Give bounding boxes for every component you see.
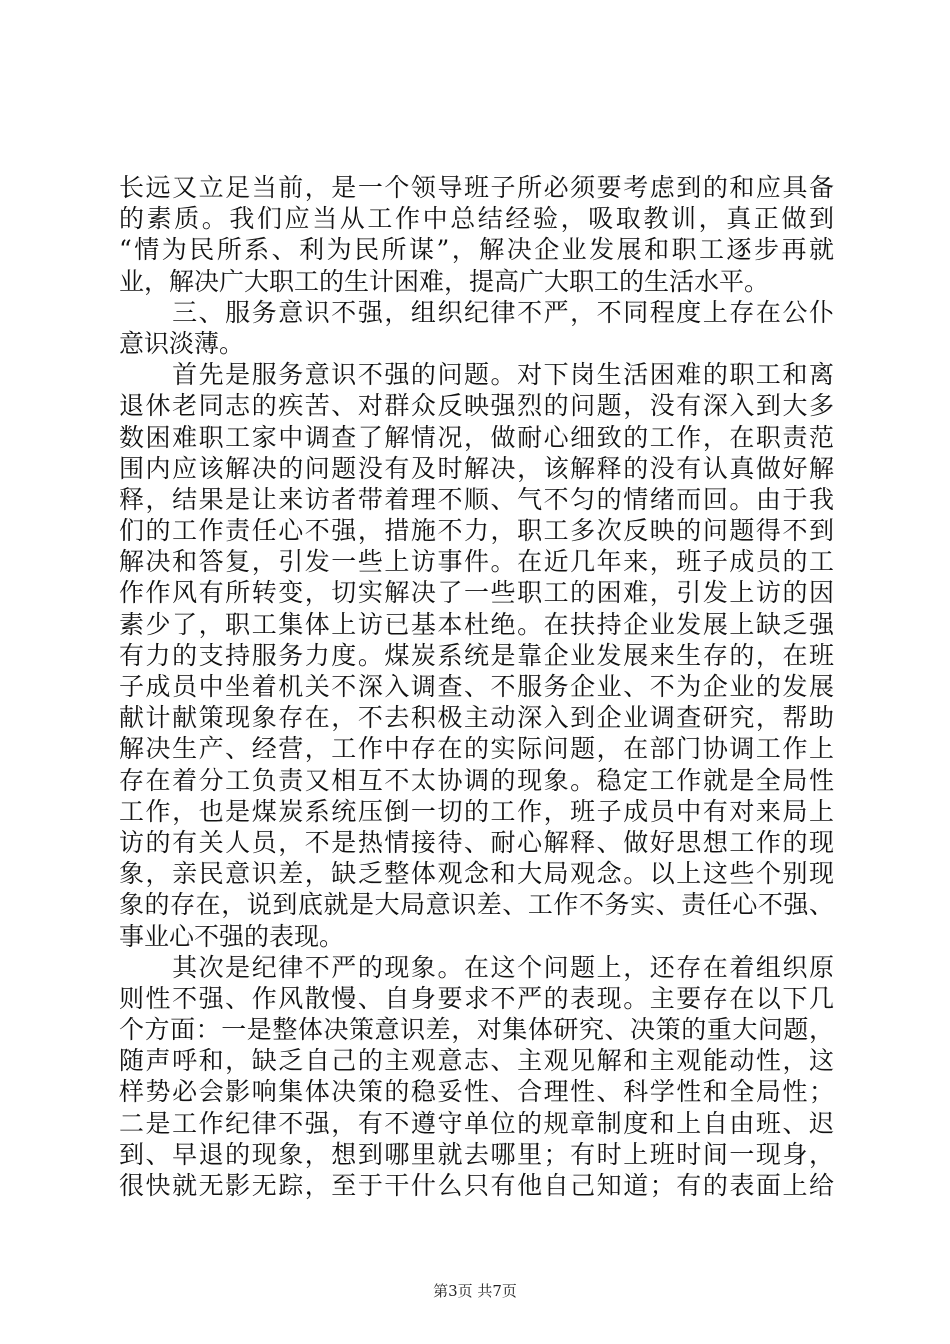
text-line: 解决和答复，引发一些上访事件。在近几年来，班子成员的工 xyxy=(119,547,834,577)
text-line: 献计献策现象存在，不去积极主动深入到企业调查研究，帮助 xyxy=(119,703,834,733)
text-line: 业，解决广大职工的生计困难，提高广大职工的生活水平。 xyxy=(119,266,770,296)
text-line: 围内应该解决的问题没有及时解决，该解释的没有认真做好解 xyxy=(119,453,834,483)
text-line: 其次是纪律不严的现象。在这个问题上，还存在着组织原 xyxy=(119,952,834,982)
body-text xyxy=(119,172,834,1201)
text-line: “情为民所系、利为民所谋”，解决企业发展和职工逐步再就 xyxy=(119,235,834,265)
text-line: 意识淡薄。 xyxy=(119,328,245,358)
text-line: 解决生产、经营，工作中存在的实际问题，在部门协调工作上 xyxy=(119,734,834,764)
text-line: 个方面：一是整体决策意识差，对集体研究、决策的重大问题， xyxy=(119,1015,834,1045)
text-line: 们的工作责任心不强，措施不力，职工多次反映的问题得不到 xyxy=(119,516,834,546)
text-line: 首先是服务意识不强的问题。对下岗生活困难的职工和离 xyxy=(119,360,834,390)
text-line: 的素质。我们应当从工作中总结经验，吸取教训，真正做到 xyxy=(119,204,834,234)
text-line: 象，亲民意识差，缺乏整体观念和大局观念。以上这些个别现 xyxy=(119,859,834,889)
text-line: 到、早退的现象，想到哪里就去哪里；有时上班时间一现身， xyxy=(119,1139,834,1169)
text-line: 释，结果是让来访者带着理不顺、气不匀的情绪而回。由于我 xyxy=(119,484,834,514)
text-line: 退休老同志的疾苦、对群众反映强烈的问题，没有深入到大多 xyxy=(119,391,834,421)
text-line: 三、服务意识不强，组织纪律不严，不同程度上存在公仆 xyxy=(119,297,834,327)
text-line: 访的有关人员，不是热情接待、耐心解释、做好思想工作的现 xyxy=(119,827,834,857)
text-line: 象的存在，说到底就是大局意识差、工作不务实、责任心不强、 xyxy=(119,890,834,920)
text-line: 数困难职工家中调查了解情况，做耐心细致的工作，在职责范 xyxy=(119,422,834,452)
text-line: 工作，也是煤炭系统压倒一切的工作，班子成员中有对来局上 xyxy=(119,796,834,826)
text-line: 长远又立足当前，是一个领导班子所必须要考虑到的和应具备 xyxy=(119,173,834,202)
text-line: 作作风有所转变，切实解决了一些职工的困难，引发上访的因 xyxy=(119,578,834,608)
text-line: 事业心不强的表现。 xyxy=(119,921,345,951)
text-line: 随声呼和，缺乏自己的主观意志、主观见解和主观能动性，这 xyxy=(119,1046,834,1076)
text-line: 存在着分工负责又相互不太协调的现象。稳定工作就是全局性 xyxy=(119,765,834,795)
text-line: 则性不强、作风散慢、自身要求不严的表现。主要存在以下几 xyxy=(119,983,834,1013)
text-line: 素少了，职工集体上访已基本杜绝。在扶持企业发展上缺乏强 xyxy=(119,609,834,639)
page-footer: 第3页 共7页 xyxy=(433,1282,517,1300)
text-line: 很快就无影无踪，至于干什么只有他自己知道；有的表面上给 xyxy=(119,1171,834,1200)
text-line: 样势必会影响集体决策的稳妥性、合理性、科学性和全局性； xyxy=(119,1077,834,1107)
text-line: 子成员中坐着机关不深入调查、不服务企业、不为企业的发展 xyxy=(119,672,834,701)
text-line: 二是工作纪律不强，有不遵守单位的规章制度和上自由班、迟 xyxy=(119,1108,834,1138)
text-line: 有力的支持服务力度。煤炭系统是靠企业发展来生存的，在班 xyxy=(119,640,834,670)
